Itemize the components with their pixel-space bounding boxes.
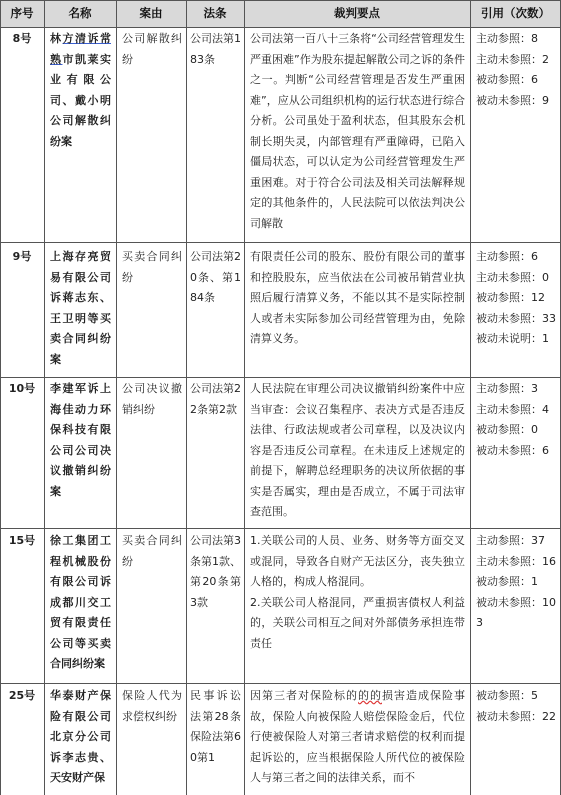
cite-item: 被动未参照：6 <box>476 443 549 457</box>
grid-line <box>0 377 561 378</box>
grid-line <box>186 0 187 795</box>
row-num: 9号 <box>12 250 32 263</box>
grid-line <box>0 242 561 243</box>
row-cite <box>476 247 559 350</box>
row-cause: 公司决议撤销纠纷 <box>122 382 182 416</box>
cite-item: 被动未参照：9 <box>476 93 549 107</box>
header-points: 裁判要点 <box>334 6 380 20</box>
row-cause: 买卖合同纠纷 <box>122 250 182 284</box>
grid-line <box>116 0 117 795</box>
row-name <box>50 29 111 152</box>
cite-item: 被动未参照：10 <box>476 595 556 609</box>
row-points <box>250 686 465 789</box>
row-name: 华泰财产保险有限公司北京分公司诉李志贵、天安财产保 <box>50 689 111 784</box>
grid-line <box>0 683 561 684</box>
grid-line <box>0 528 561 529</box>
row-num: 25号 <box>8 689 36 702</box>
cite-item: 3 <box>476 616 483 629</box>
row-points: 有限责任公司的股东、股份有限公司的董事和控股股东，应当依法在公司被吊销营业执照后履行清算义务，不能以其不是实际控制人或者未实际参加公司经营管理为由，免除清算义务。 <box>250 250 465 345</box>
cite-item: 主动参照：6 <box>476 250 538 263</box>
row-name-part: 林 <box>50 32 63 45</box>
cite-item: 主动未参照：2 <box>476 52 549 66</box>
row-name-part: 市凯莱实业有限公司、戴小明公司解散纠纷案 <box>50 52 111 148</box>
grid-line <box>0 0 561 1</box>
row-cite <box>476 686 559 727</box>
row-name: 上海存亮贸易有限公司诉蒋志东、王卫明等买卖合同纠纷案 <box>50 250 111 366</box>
row-points: 人民法院在审理公司决议撤销纠纷案件中应当审查：会议召集程序、表决方式是否违反法律、行政法规或者公司章程，以及决议内容是否违反公司章程。在未违反上述规定的前提下，解聘总经理职务的决议所依据的事实是否属实，理由是否成立，不属于司法审查范围。 <box>250 382 465 518</box>
cite-item: 主动参照：37 <box>476 534 545 547</box>
cite-item: 被动参照：6 <box>476 73 538 86</box>
row-cause: 买卖合同纠纷 <box>122 534 182 568</box>
cite-item: 被动参照：12 <box>476 291 545 304</box>
header-law: 法条 <box>203 6 227 20</box>
cite-item: 被动参照：1 <box>476 575 538 588</box>
cite-item: 主动未参照：16 <box>476 554 556 568</box>
row-law: 公司法第20条、第184条 <box>190 250 241 304</box>
row-num: 10号 <box>8 382 36 395</box>
row-num: 15号 <box>8 534 36 547</box>
cite-item: 主动参照：8 <box>476 32 538 45</box>
cite-item: 主动参照：3 <box>476 382 538 395</box>
row-cite <box>476 379 559 461</box>
header-cite: 引用（次数） <box>481 6 550 20</box>
points-paragraph: 2.关联公司人格混同，严重损害债权人利益的，关联公司相互之间对外部债务承担连带责任 <box>250 595 465 650</box>
points-part: 损害造成保险事故，保险人向被保险人赔偿保险金后，代位行使被保险人对第三者请求赔偿的权利而提起诉讼的，应当根据保险人所代位的被保险人与第三者之间的法律关系，而不 <box>250 689 465 784</box>
cite-item: 被动未说明：1 <box>476 332 549 345</box>
points-part: 因第三者对保险标的 <box>250 689 358 702</box>
row-law: 公司法第22条第2款 <box>190 382 241 416</box>
grid-line <box>470 0 471 795</box>
row-name: 徐工集团工程机械股份有限公司诉成都川交工贸有限责任公司等买卖合同纠纷案 <box>50 534 111 670</box>
grid-line <box>44 0 45 795</box>
row-name: 李建军诉上海佳动力环保科技有限公司公司决议撤销纠纷案 <box>50 382 111 498</box>
row-points: 公司法第一百八十三条将“公司经营管理发生严重困难”作为股东提起解散公司之诉的条件之一。判断“公司经营管理是否发生严重困难”，应从公司组织机构的运行状态进行综合分析。公司虽处于盈利状态，但其股东会机制长期失灵，内部管理有严重障碍，已陷入僵局状态，可以认定为公司经营管理发生严重困难。对于符合公司法及相关司法解释规定的其他条件的，人民法院可以依法判决公司解散 <box>250 32 465 230</box>
row-name-underlined: 方清诉常熟 <box>50 32 111 66</box>
row-cause: 公司解散纠纷 <box>122 32 182 66</box>
row-points <box>250 531 465 654</box>
header-name: 名称 <box>68 6 92 20</box>
header-cause: 案由 <box>139 6 163 20</box>
row-law: 民事诉讼法第28条保险法第60第1 <box>190 689 241 764</box>
cite-item: 主动未参照：4 <box>476 402 549 416</box>
points-paragraph: 1.关联公司的人员、业务、财务等方面交叉或混同，导致各自财产无法区分，丧失独立人格的，构成人格混同。 <box>250 534 465 588</box>
grid-line <box>244 0 245 795</box>
row-cite <box>476 531 559 634</box>
points-flagged: 的的 <box>358 689 382 702</box>
cite-item: 被动参照：5 <box>476 689 538 702</box>
row-cite <box>476 29 559 111</box>
row-cause: 保险人代为求偿权纠纷 <box>122 689 182 723</box>
cite-item: 主动未参照：0 <box>476 270 549 284</box>
cite-item: 被动未参照：33 <box>476 311 556 325</box>
row-law: 公司法第183条 <box>190 32 241 66</box>
cite-item: 被动未参照：22 <box>476 709 556 723</box>
row-law: 公司法第3条第1款、第20条第3款 <box>190 534 241 609</box>
row-num: 8号 <box>12 32 32 45</box>
grid-line <box>0 27 561 28</box>
header-num: 序号 <box>10 6 34 20</box>
cite-item: 被动参照：0 <box>476 423 538 436</box>
